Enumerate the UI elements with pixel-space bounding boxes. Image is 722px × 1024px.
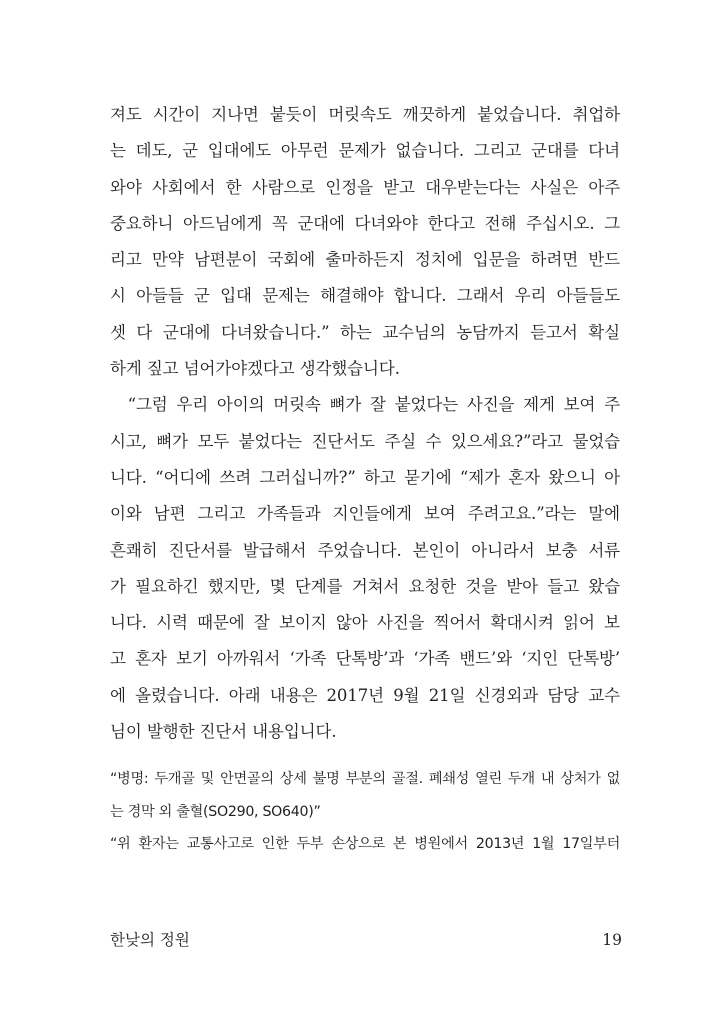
body-text [110, 97, 620, 750]
quote-line: “병명: 두개골 및 안면골의 상세 불명 부분의 골절. 폐쇄성 열린 두개 내 상처가 없 [110, 771, 620, 787]
body-line: 하게 짚고 넘어가야겠다고 생각했습니다. [110, 359, 400, 379]
body-line: 가 필요하긴 했지만, 몇 단계를 거쳐서 요청한 것을 받아 들고 왔습 [110, 576, 620, 596]
quote-line: “위 환자는 교통사고로 인한 두부 손상으로 본 병원에서 2013년 1월 17일부터 [110, 836, 620, 852]
body-line: 셋 다 군대에 다녀왔습니다.” 하는 교수님의 농담까지 듣고서 확실 [110, 322, 620, 342]
body-line: 고 혼자 보기 아까워서 ‘가족 단톡방’과 ‘가족 밴드’와 ‘지인 단톡방’ [110, 649, 620, 669]
page-number: 19 [602, 931, 622, 949]
body-line: 시 아들들 군 입대 문제는 해결해야 합니다. 그래서 우리 아들들도 [110, 286, 620, 306]
body-line: 시고, 뼈가 모두 붙었다는 진단서도 주실 수 있으세요?”라고 물었습 [110, 431, 620, 451]
body-line: 에 올렸습니다. 아래 내용은 2017년 9월 21일 신경외과 담당 교수 [110, 685, 620, 705]
body-line: 흔쾌히 진단서를 발급해서 주었습니다. 본인이 아니라서 보충 서류 [110, 540, 620, 560]
diagnosis-quote [110, 763, 620, 861]
running-footer-title: 한낮의 정원 [110, 931, 190, 949]
body-line: 와야 사회에서 한 사람으로 인정을 받고 대우받는다는 사실은 아주 [110, 177, 620, 197]
body-line: “그럼 우리 아이의 머릿속 뼈가 잘 붙었다는 사진을 제게 보여 주 [110, 395, 620, 415]
body-line: 이와 남편 그리고 가족들과 지인들에게 보여 주려고요.”라는 말에 [110, 504, 620, 524]
body-line: 중요하니 아드님에게 꼭 군대에 다녀와야 한다고 전해 주십시오. 그 [110, 213, 620, 233]
body-line: 는 데도, 군 입대에도 아무런 문제가 없습니다. 그리고 군대를 다녀 [110, 141, 620, 161]
body-line: 리고 만약 남편분이 국회에 출마하든지 정치에 입문을 하려면 반드 [110, 250, 620, 270]
body-line: 니다. 시력 때문에 잘 보이지 않아 사진을 찍어서 확대시켜 읽어 보 [110, 613, 620, 633]
body-line: 져도 시간이 지나면 붙듯이 머릿속도 깨끗하게 붙었습니다. 취업하 [110, 105, 620, 124]
body-line: 님이 발행한 진단서 내용입니다. [110, 722, 337, 742]
body-line: 니다. “어디에 쓰려 그러십니까?” 하고 묻기에 “제가 혼자 왔으니 아 [110, 467, 620, 487]
quote-line: 는 경막 외 출혈(SO290, SO640)” [110, 803, 321, 820]
